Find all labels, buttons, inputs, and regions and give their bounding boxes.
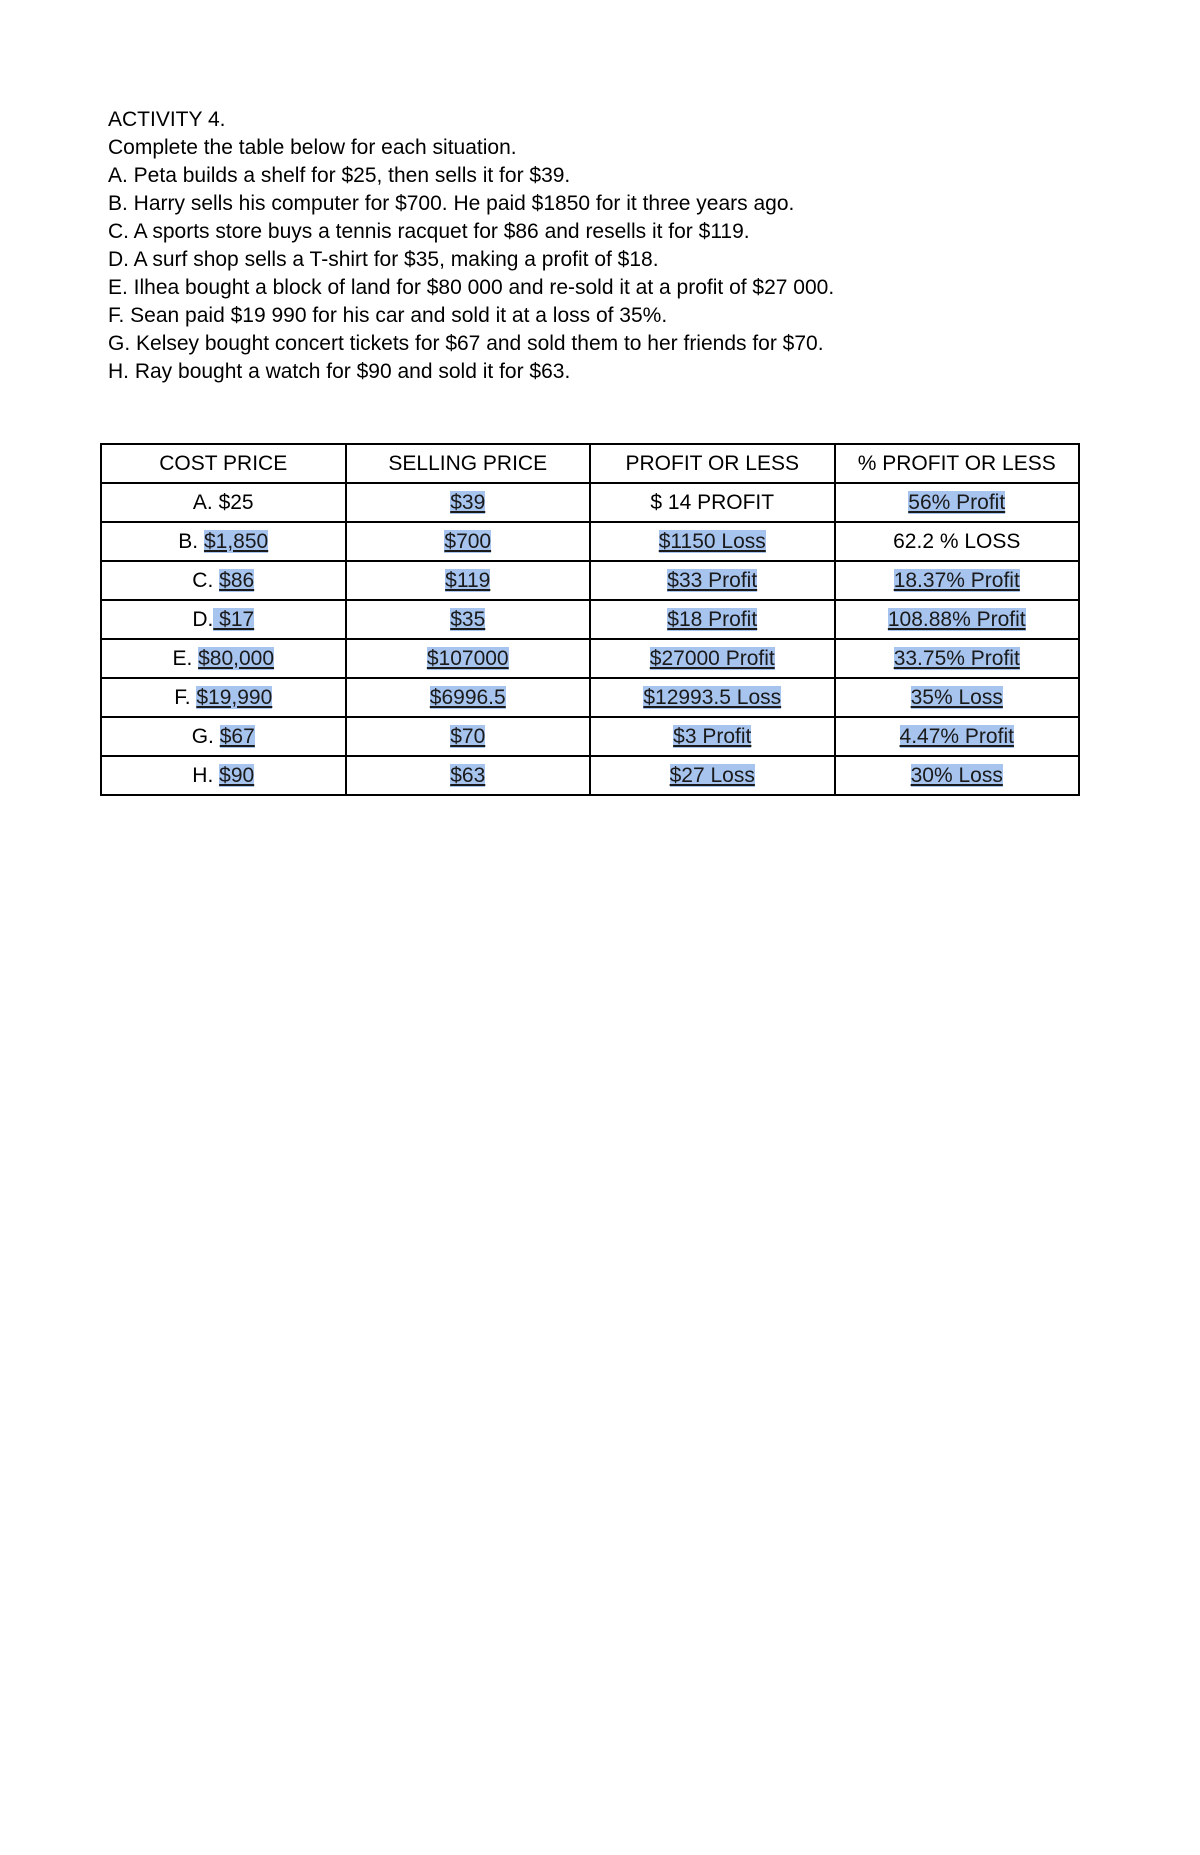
percent-value: 30% Loss [910, 763, 1003, 787]
percent-value: 18.37% Profit [893, 568, 1020, 592]
selling-cell[interactable] [346, 756, 591, 795]
row-prefix: F. [174, 685, 197, 709]
table-row [101, 756, 1079, 795]
situation-c: C. A sports store buys a tennis racquet for $86 and resells it for $119. [108, 220, 750, 243]
table-row [101, 522, 1079, 561]
table-row [101, 483, 1079, 522]
row-prefix: C. [192, 568, 220, 592]
cost-cell[interactable] [101, 483, 346, 522]
selling-value: $700 [444, 529, 492, 553]
header-percent-profit-or-less: % PROFIT OR LESS [835, 444, 1080, 483]
percent-cell[interactable] [835, 639, 1080, 678]
profit-value: $27000 Profit [649, 646, 775, 670]
table-row [101, 600, 1079, 639]
selling-cell[interactable] [346, 522, 591, 561]
percent-value: 35% Loss [910, 685, 1003, 709]
selling-cell[interactable] [346, 561, 591, 600]
selling-value: $63 [450, 763, 486, 787]
profit-cell[interactable] [590, 678, 835, 717]
situation-g: G. Kelsey bought concert tickets for $67 and sold them to her friends for $70. [108, 332, 824, 355]
percent-value: 56% Profit [908, 490, 1006, 514]
row-prefix: D. [192, 607, 214, 631]
profit-cell[interactable] [590, 483, 835, 522]
percent-value: 62.2 % LOSS [893, 529, 1021, 553]
activity-intro [108, 106, 1108, 386]
situation-a: A. Peta builds a shelf for $25, then sells it for $39. [108, 164, 571, 187]
table-row [101, 678, 1079, 717]
percent-cell[interactable] [835, 678, 1080, 717]
profit-value: $18 Profit [667, 607, 758, 631]
table-row [101, 639, 1079, 678]
cost-cell[interactable] [101, 639, 346, 678]
situation-e: E. Ilhea bought a block of land for $80 000 and re-sold it at a profit of $27 000. [108, 276, 835, 299]
cost-value: $1,850 [203, 529, 269, 553]
percent-cell[interactable] [835, 522, 1080, 561]
profit-value: $27 Loss [669, 763, 755, 787]
percent-cell[interactable] [835, 600, 1080, 639]
activity-title: ACTIVITY 4. [108, 108, 226, 131]
profit-value: $12993.5 Loss [643, 685, 782, 709]
cost-cell[interactable] [101, 678, 346, 717]
cost-cell[interactable] [101, 756, 346, 795]
selling-cell[interactable] [346, 717, 591, 756]
profit-cell[interactable] [590, 717, 835, 756]
selling-value: $70 [450, 724, 486, 748]
profit-loss-table [100, 443, 1080, 796]
selling-cell[interactable] [346, 678, 591, 717]
profit-cell[interactable] [590, 756, 835, 795]
situation-d: D. A surf shop sells a T-shirt for $35, making a profit of $18. [108, 248, 659, 271]
row-prefix: A. [192, 490, 219, 514]
cost-value: $90 [219, 763, 255, 787]
percent-value: 108.88% Profit [887, 607, 1026, 631]
cost-value: $80,000 [198, 646, 275, 670]
activity-instruction: Complete the table below for each situation. [108, 136, 517, 159]
selling-value: $119 [445, 568, 491, 592]
table-row [101, 717, 1079, 756]
cost-value: $67 [219, 724, 255, 748]
profit-cell[interactable] [590, 600, 835, 639]
row-prefix: B. [178, 529, 204, 553]
selling-value: $6996.5 [429, 685, 506, 709]
percent-value: 4.47% Profit [899, 724, 1014, 748]
row-prefix: E. [172, 646, 199, 670]
cost-cell[interactable] [101, 600, 346, 639]
profit-cell[interactable] [590, 561, 835, 600]
profit-value: $ 14 PROFIT [650, 490, 775, 514]
profit-value: $3 Profit [673, 724, 752, 748]
selling-value: $107000 [426, 646, 509, 670]
row-prefix: H. [192, 763, 220, 787]
selling-cell[interactable] [346, 483, 591, 522]
cost-cell[interactable] [101, 522, 346, 561]
cost-value: $17 [213, 607, 255, 631]
header-selling-price: SELLING PRICE [346, 444, 591, 483]
selling-value: $39 [450, 490, 486, 514]
table-row [101, 561, 1079, 600]
cost-cell[interactable] [101, 717, 346, 756]
percent-cell[interactable] [835, 561, 1080, 600]
profit-cell[interactable] [590, 522, 835, 561]
selling-value: $35 [450, 607, 486, 631]
percent-cell[interactable] [835, 717, 1080, 756]
selling-cell[interactable] [346, 639, 591, 678]
situation-f: F. Sean paid $19 990 for his car and sold it at a loss of 35%. [108, 304, 668, 327]
profit-value: $1150 Loss [658, 529, 766, 553]
cost-cell[interactable] [101, 561, 346, 600]
cost-value: $25 [218, 490, 254, 514]
profit-value: $33 Profit [667, 568, 758, 592]
profit-cell[interactable] [590, 639, 835, 678]
table-header-row [101, 444, 1079, 483]
cost-value: $19,990 [196, 685, 273, 709]
header-profit-or-less: PROFIT OR LESS [590, 444, 835, 483]
situation-h: H. Ray bought a watch for $90 and sold it for $63. [108, 360, 571, 383]
situation-b: B. Harry sells his computer for $700. He paid $1850 for it three years ago. [108, 192, 795, 215]
percent-cell[interactable] [835, 756, 1080, 795]
percent-cell[interactable] [835, 483, 1080, 522]
header-cost-price: COST PRICE [101, 444, 346, 483]
row-prefix: G. [191, 724, 220, 748]
selling-cell[interactable] [346, 600, 591, 639]
percent-value: 33.75% Profit [893, 646, 1020, 670]
cost-value: $86 [219, 568, 255, 592]
